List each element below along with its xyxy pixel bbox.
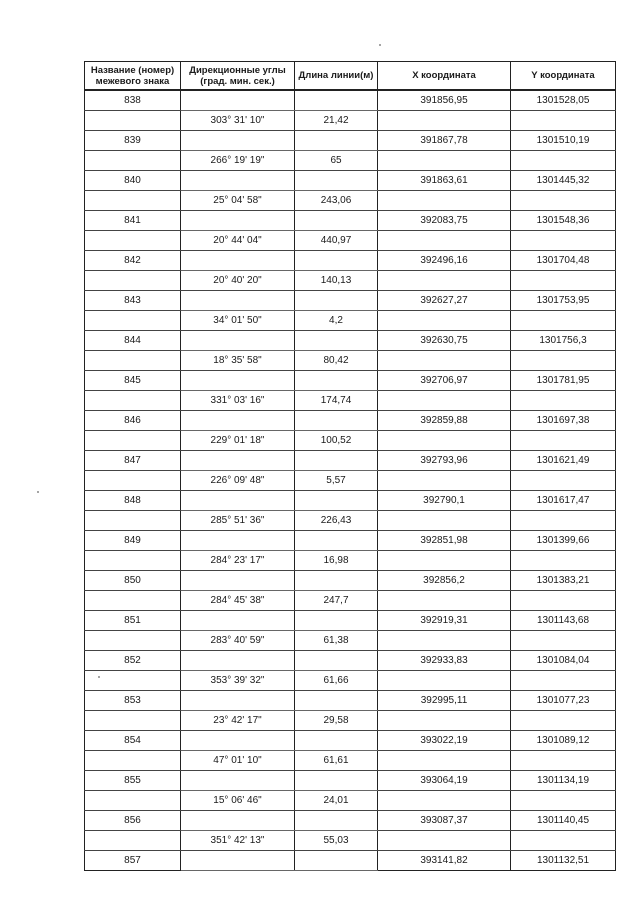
point-angle-empty bbox=[181, 251, 295, 271]
segment-name-empty bbox=[85, 591, 181, 611]
segment-row bbox=[85, 751, 616, 771]
point-x: 392793,96 bbox=[378, 451, 511, 471]
segment-x-empty bbox=[378, 271, 511, 291]
point-y: 1301510,19 bbox=[511, 131, 616, 151]
segment-name-empty bbox=[85, 791, 181, 811]
point-y: 1301621,49 bbox=[511, 451, 616, 471]
point-row bbox=[85, 491, 616, 511]
segment-length: 140,13 bbox=[295, 271, 378, 291]
point-x: 392995,11 bbox=[378, 691, 511, 711]
segment-length: 29,58 bbox=[295, 711, 378, 731]
point-name: 844 bbox=[85, 331, 181, 351]
segment-name-empty bbox=[85, 631, 181, 651]
segment-row bbox=[85, 831, 616, 851]
segment-angle: 34° 01' 50" bbox=[181, 311, 295, 331]
segment-y-empty bbox=[511, 631, 616, 651]
point-angle-empty bbox=[181, 611, 295, 631]
segment-row bbox=[85, 671, 616, 691]
segment-length: 24,01 bbox=[295, 791, 378, 811]
segment-y-empty bbox=[511, 511, 616, 531]
point-name: 838 bbox=[85, 90, 181, 111]
point-name: 847 bbox=[85, 451, 181, 471]
segment-length: 440,97 bbox=[295, 231, 378, 251]
point-x: 391863,61 bbox=[378, 171, 511, 191]
segment-length: 247,7 bbox=[295, 591, 378, 611]
segment-angle: 23° 42' 17" bbox=[181, 711, 295, 731]
point-x: 392630,75 bbox=[378, 331, 511, 351]
point-angle-empty bbox=[181, 651, 295, 671]
point-name: 854 bbox=[85, 731, 181, 751]
point-angle-empty bbox=[181, 291, 295, 311]
segment-angle: 351° 42' 13" bbox=[181, 831, 295, 851]
point-name: 848 bbox=[85, 491, 181, 511]
segment-row bbox=[85, 311, 616, 331]
segment-y-empty bbox=[511, 191, 616, 211]
segment-length: 61,38 bbox=[295, 631, 378, 651]
segment-angle: 47° 01' 10" bbox=[181, 751, 295, 771]
point-row bbox=[85, 531, 616, 551]
segment-length: 16,98 bbox=[295, 551, 378, 571]
segment-row bbox=[85, 631, 616, 651]
point-length-empty bbox=[295, 171, 378, 191]
segment-name-empty bbox=[85, 391, 181, 411]
point-name: 845 bbox=[85, 371, 181, 391]
point-name: 850 bbox=[85, 571, 181, 591]
point-y: 1301089,12 bbox=[511, 731, 616, 751]
segment-length: 226,43 bbox=[295, 511, 378, 531]
segment-x-empty bbox=[378, 511, 511, 531]
segment-x-empty bbox=[378, 671, 511, 691]
point-row bbox=[85, 611, 616, 631]
segment-name-empty bbox=[85, 111, 181, 131]
segment-x-empty bbox=[378, 151, 511, 171]
point-angle-empty bbox=[181, 211, 295, 231]
point-name: 851 bbox=[85, 611, 181, 631]
point-y: 1301753,95 bbox=[511, 291, 616, 311]
point-row bbox=[85, 371, 616, 391]
point-length-empty bbox=[295, 331, 378, 351]
point-row bbox=[85, 211, 616, 231]
point-x: 392496,16 bbox=[378, 251, 511, 271]
point-y: 1301383,21 bbox=[511, 571, 616, 591]
point-name: 841 bbox=[85, 211, 181, 231]
point-name: 846 bbox=[85, 411, 181, 431]
header-x: X координата bbox=[378, 62, 511, 91]
point-row bbox=[85, 451, 616, 471]
point-row bbox=[85, 171, 616, 191]
segment-name-empty bbox=[85, 431, 181, 451]
segment-x-empty bbox=[378, 711, 511, 731]
segment-y-empty bbox=[511, 791, 616, 811]
point-name: 856 bbox=[85, 811, 181, 831]
segment-angle: 20° 40' 20" bbox=[181, 271, 295, 291]
segment-y-empty bbox=[511, 711, 616, 731]
point-row bbox=[85, 851, 616, 871]
segment-name-empty bbox=[85, 751, 181, 771]
point-y: 1301697,38 bbox=[511, 411, 616, 431]
point-length-empty bbox=[295, 571, 378, 591]
segment-row bbox=[85, 511, 616, 531]
point-row bbox=[85, 651, 616, 671]
segment-angle: 331° 03' 16" bbox=[181, 391, 295, 411]
segment-name-empty bbox=[85, 711, 181, 731]
point-angle-empty bbox=[181, 691, 295, 711]
segment-length: 243,06 bbox=[295, 191, 378, 211]
point-name: 853 bbox=[85, 691, 181, 711]
segment-x-empty bbox=[378, 551, 511, 571]
point-name: 849 bbox=[85, 531, 181, 551]
segment-angle: 25° 04' 58" bbox=[181, 191, 295, 211]
point-row bbox=[85, 691, 616, 711]
point-name: 839 bbox=[85, 131, 181, 151]
segment-x-empty bbox=[378, 631, 511, 651]
point-length-empty bbox=[295, 491, 378, 511]
coordinates-table bbox=[84, 61, 616, 871]
segment-row bbox=[85, 711, 616, 731]
segment-y-empty bbox=[511, 431, 616, 451]
segment-angle: 283° 40' 59" bbox=[181, 631, 295, 651]
point-length-empty bbox=[295, 691, 378, 711]
point-angle-empty bbox=[181, 851, 295, 871]
segment-x-empty bbox=[378, 831, 511, 851]
point-length-empty bbox=[295, 851, 378, 871]
scan-speck bbox=[37, 491, 39, 493]
segment-row bbox=[85, 591, 616, 611]
point-length-empty bbox=[295, 451, 378, 471]
point-x: 392856,2 bbox=[378, 571, 511, 591]
segment-x-empty bbox=[378, 751, 511, 771]
segment-y-empty bbox=[511, 671, 616, 691]
point-length-empty bbox=[295, 771, 378, 791]
point-angle-empty bbox=[181, 571, 295, 591]
segment-y-empty bbox=[511, 551, 616, 571]
segment-x-empty bbox=[378, 391, 511, 411]
point-angle-empty bbox=[181, 491, 295, 511]
point-name: 857 bbox=[85, 851, 181, 871]
segment-angle: 20° 44' 04" bbox=[181, 231, 295, 251]
segment-angle: 284° 45' 38" bbox=[181, 591, 295, 611]
segment-length: 4,2 bbox=[295, 311, 378, 331]
point-y: 1301617,47 bbox=[511, 491, 616, 511]
segment-name-empty bbox=[85, 191, 181, 211]
point-length-empty bbox=[295, 531, 378, 551]
segment-length: 21,42 bbox=[295, 111, 378, 131]
point-length-empty bbox=[295, 211, 378, 231]
segment-row bbox=[85, 391, 616, 411]
segment-row bbox=[85, 231, 616, 251]
header-angle: Дирекционные углы (град. мин. сек.) bbox=[181, 62, 295, 91]
point-row bbox=[85, 131, 616, 151]
scan-speck bbox=[379, 44, 381, 46]
segment-name-empty bbox=[85, 471, 181, 491]
segment-row bbox=[85, 471, 616, 491]
segment-x-empty bbox=[378, 471, 511, 491]
point-x: 392627,27 bbox=[378, 291, 511, 311]
point-angle-empty bbox=[181, 171, 295, 191]
segment-name-empty bbox=[85, 151, 181, 171]
point-y: 1301399,66 bbox=[511, 531, 616, 551]
segment-y-empty bbox=[511, 751, 616, 771]
segment-length: 65 bbox=[295, 151, 378, 171]
point-x: 392919,31 bbox=[378, 611, 511, 631]
point-length-empty bbox=[295, 291, 378, 311]
segment-name-empty bbox=[85, 231, 181, 251]
point-y: 1301528,05 bbox=[511, 90, 616, 111]
point-row bbox=[85, 291, 616, 311]
segment-row bbox=[85, 551, 616, 571]
point-x: 392790,1 bbox=[378, 491, 511, 511]
segment-angle: 226° 09' 48" bbox=[181, 471, 295, 491]
point-y: 1301077,23 bbox=[511, 691, 616, 711]
point-row bbox=[85, 771, 616, 791]
segment-x-empty bbox=[378, 191, 511, 211]
segment-y-empty bbox=[511, 271, 616, 291]
point-x: 393141,82 bbox=[378, 851, 511, 871]
segment-length: 5,57 bbox=[295, 471, 378, 491]
point-x: 393022,19 bbox=[378, 731, 511, 751]
segment-y-empty bbox=[511, 391, 616, 411]
segment-x-empty bbox=[378, 431, 511, 451]
point-x: 393064,19 bbox=[378, 771, 511, 791]
header-name: Название (номер) межевого знака bbox=[85, 62, 181, 91]
point-row bbox=[85, 811, 616, 831]
point-x: 392706,97 bbox=[378, 371, 511, 391]
segment-x-empty bbox=[378, 311, 511, 331]
point-y: 1301132,51 bbox=[511, 851, 616, 871]
segment-y-empty bbox=[511, 111, 616, 131]
segment-angle: 15° 06' 46" bbox=[181, 791, 295, 811]
segment-length: 80,42 bbox=[295, 351, 378, 371]
point-length-empty bbox=[295, 251, 378, 271]
segment-row bbox=[85, 271, 616, 291]
point-y: 1301781,95 bbox=[511, 371, 616, 391]
segment-x-empty bbox=[378, 231, 511, 251]
segment-length: 61,66 bbox=[295, 671, 378, 691]
segment-x-empty bbox=[378, 111, 511, 131]
segment-name-empty bbox=[85, 671, 181, 691]
segment-row bbox=[85, 151, 616, 171]
segment-y-empty bbox=[511, 471, 616, 491]
point-name: 852 bbox=[85, 651, 181, 671]
point-y: 1301140,45 bbox=[511, 811, 616, 831]
segment-x-empty bbox=[378, 351, 511, 371]
point-length-empty bbox=[295, 731, 378, 751]
point-x: 392859,88 bbox=[378, 411, 511, 431]
point-x: 392933,83 bbox=[378, 651, 511, 671]
point-angle-empty bbox=[181, 531, 295, 551]
point-row bbox=[85, 571, 616, 591]
point-length-empty bbox=[295, 651, 378, 671]
point-name: 842 bbox=[85, 251, 181, 271]
segment-row bbox=[85, 111, 616, 131]
point-name: 855 bbox=[85, 771, 181, 791]
segment-angle: 353° 39' 32" bbox=[181, 671, 295, 691]
point-x: 392851,98 bbox=[378, 531, 511, 551]
point-length-empty bbox=[295, 611, 378, 631]
point-y: 1301548,36 bbox=[511, 211, 616, 231]
segment-x-empty bbox=[378, 591, 511, 611]
segment-x-empty bbox=[378, 791, 511, 811]
point-name: 843 bbox=[85, 291, 181, 311]
point-angle-empty bbox=[181, 371, 295, 391]
point-y: 1301134,19 bbox=[511, 771, 616, 791]
segment-y-empty bbox=[511, 231, 616, 251]
segment-y-empty bbox=[511, 831, 616, 851]
point-angle-empty bbox=[181, 731, 295, 751]
point-row bbox=[85, 331, 616, 351]
segment-name-empty bbox=[85, 271, 181, 291]
segment-row bbox=[85, 791, 616, 811]
point-y: 1301445,32 bbox=[511, 171, 616, 191]
point-row bbox=[85, 251, 616, 271]
point-row bbox=[85, 731, 616, 751]
point-angle-empty bbox=[181, 451, 295, 471]
point-y: 1301756,3 bbox=[511, 331, 616, 351]
segment-length: 55,03 bbox=[295, 831, 378, 851]
segment-y-empty bbox=[511, 351, 616, 371]
point-length-empty bbox=[295, 811, 378, 831]
point-y: 1301084,04 bbox=[511, 651, 616, 671]
segment-length: 174,74 bbox=[295, 391, 378, 411]
segment-row bbox=[85, 431, 616, 451]
point-length-empty bbox=[295, 131, 378, 151]
header-length: Длина линии(м) bbox=[295, 62, 378, 91]
segment-angle: 285° 51' 36" bbox=[181, 511, 295, 531]
point-length-empty bbox=[295, 371, 378, 391]
header-y: Y координата bbox=[511, 62, 616, 91]
table-header-row bbox=[85, 62, 616, 91]
segment-angle: 229° 01' 18" bbox=[181, 431, 295, 451]
segment-y-empty bbox=[511, 311, 616, 331]
point-x: 391867,78 bbox=[378, 131, 511, 151]
point-x: 391856,95 bbox=[378, 90, 511, 111]
segment-name-empty bbox=[85, 831, 181, 851]
segment-y-empty bbox=[511, 591, 616, 611]
segment-length: 61,61 bbox=[295, 751, 378, 771]
point-angle-empty bbox=[181, 131, 295, 151]
point-angle-empty bbox=[181, 811, 295, 831]
point-angle-empty bbox=[181, 771, 295, 791]
point-angle-empty bbox=[181, 331, 295, 351]
point-length-empty bbox=[295, 90, 378, 111]
segment-name-empty bbox=[85, 511, 181, 531]
point-x: 392083,75 bbox=[378, 211, 511, 231]
segment-length: 100,52 bbox=[295, 431, 378, 451]
point-angle-empty bbox=[181, 90, 295, 111]
segment-angle: 284° 23' 17" bbox=[181, 551, 295, 571]
point-y: 1301143,68 bbox=[511, 611, 616, 631]
point-angle-empty bbox=[181, 411, 295, 431]
point-x: 393087,37 bbox=[378, 811, 511, 831]
segment-angle: 18° 35' 58" bbox=[181, 351, 295, 371]
point-y: 1301704,48 bbox=[511, 251, 616, 271]
segment-angle: 303° 31' 10" bbox=[181, 111, 295, 131]
segment-y-empty bbox=[511, 151, 616, 171]
point-length-empty bbox=[295, 411, 378, 431]
segment-row bbox=[85, 351, 616, 371]
point-row bbox=[85, 90, 616, 111]
segment-name-empty bbox=[85, 351, 181, 371]
segment-row bbox=[85, 191, 616, 211]
point-name: 840 bbox=[85, 171, 181, 191]
point-row bbox=[85, 411, 616, 431]
segment-name-empty bbox=[85, 311, 181, 331]
segment-angle: 266° 19' 19" bbox=[181, 151, 295, 171]
segment-name-empty bbox=[85, 551, 181, 571]
